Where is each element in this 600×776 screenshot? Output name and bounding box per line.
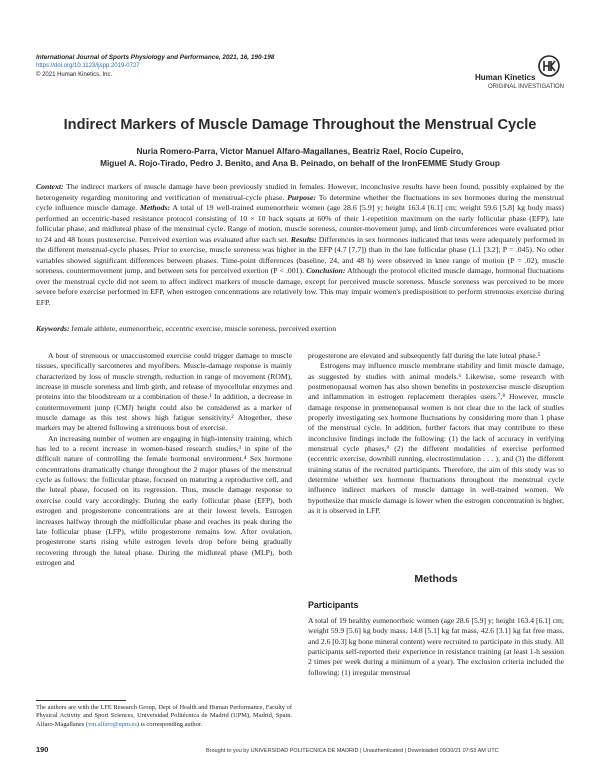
abstract-results: Differences in sex hormones indicated that tests were adequately performed in the different menstrual-cycle phases. Prior to exercise, muscle soreness was higher in the EFP (4.7 [7.7]) than in the late follicular phase (1.1 [3.2]; P = .045). No other variables showed significant differences between phases. Time-point differences (baseline, 24, and 48 h) were observed in knee range of motion (P = .02), muscle soreness, countermovement jump, and between sets for perceived exertion (P < .001).	[36, 234, 564, 276]
abstract-conclusion-label: Conclusion:	[306, 266, 346, 276]
abstract-methods-label: Methods:	[139, 203, 171, 213]
abstract	[36, 182, 564, 309]
intro-paragraph: An increasing number of women are engaging in high-intensity training, which has led to a recent increase in women-based research studies,³ in spite of the difficult nature of controlling the female hormonal environment.⁴ Sex hormone concentrations dramatically change throughout the 2 major phases of the menstrual cycle as follows: the follicular phase, focused on maturing a reproductive cell, and the luteal phase, focused on its regression. Thus, muscle damage response to exercise could vary accordingly. During the early follicular phase (EFP), both estrogen and progesterone concentrations are at their lowest levels. Estrogen increases halfway through the midfollicular phase and reaches its peak during the late follicular phase (LFP), while progesterone remains low. After ovulation, progesterone starts rising while estrogen levels drop before being gradually recovering through the luteal phase. During the midluteal phase (MLP), both estrogen and	[36, 433, 292, 567]
intro-paragraph: A bout of strenuous or unaccustomed exercise could trigger damage to muscle tissues, specifically sarcomeres and myofibers. Muscle-damage response is mainly characterized by loss of muscle strength, reduction in range of movement (ROM), increase in muscle soreness and limb girth, and release of myocellular enzymes and proteins into the bloodstream or a combination of these.¹ In addition, a decrease in countermovement jump (CMJ) height could also be considered as a marker of muscle damage as this test shows high fatigue sensitivity.² Altogether, these markers may be altered following a strenuous bout of exercise.	[36, 351, 292, 433]
abstract-context-label: Context:	[36, 182, 64, 191]
copyright-notice: © 2021 Human Kinetics, Inc.	[36, 72, 113, 78]
abstract-purpose: To determine whether the fluctuations in sex hormones during the menstrual cycle influence muscle damage.	[36, 192, 565, 213]
corresponding-email-link[interactable]: vm.alfaro@upm.es	[88, 720, 137, 728]
participants-paragraph: A total of 19 healthy eumenorrheic women (age 28.6 [5.9] y; height 163.4 [6.1] cm; weight 59.9 [5.6] kg body mass, 14.8 [5.1] kg fat mass, 42.6 [3.1] kg fat free mass, and 2.6 [0.3] kg bone mineral content) were recruited to participate in this study. All participants self-reported their experience in resistance training (at least 1-h session 2 times per week during a minimum of a year). The exclusion criteria included the following: (1) irregular menstrual	[308, 616, 564, 677]
doi-link[interactable]: https://doi.org/10.1123/ijspp.2019-0727	[36, 63, 140, 69]
footnote-divider	[36, 700, 126, 701]
publisher-name: Human Kinetics	[475, 73, 536, 82]
footnote-text-end: ) is corresponding author.	[136, 720, 203, 728]
participants-heading: Participants	[308, 600, 359, 610]
journal-citation: International Journal of Sports Physiology and Performance, 2021, 16, 190-198	[36, 54, 275, 61]
paper-title: Indirect Markers of Muscle Damage Throughout the Menstrual Cycle	[63, 117, 537, 133]
page-number: 190	[36, 745, 49, 754]
intro-paragraph: progesterone are elevated and subsequently fall during the late luteal phase.⁵	[308, 351, 541, 360]
abstract-results-label: Results:	[290, 234, 317, 244]
abstract-conclusion: Although the protocol elicited muscle damage, hormonal fluctuations over the menstrual cycle did not seem to affect indirect markers of muscle damage, except for perceived muscle soreness. Muscle soreness was perceived to be more severe before exercise performed in EFP, when estrogen concentrations are relatively low. This may impair women's predisposition to perform strenuous exercise during EFP.	[36, 266, 564, 308]
footnote-text: The authors are with the LFE Research Group, Dept of Health and Human Performance, Faculty of Physical Activity and Sport Sciences, Universidad Politécnica de Madrid (UPM), Madrid, Spain. Alfaro-Magallanes (	[36, 704, 292, 728]
author-list-line-2: Miguel A. Rojo-Tirado, Pedro J. Benito, and Ana B. Peinado, on behalf of the IronFEMME Study Group	[100, 158, 500, 168]
methods-heading: Methods	[414, 573, 458, 585]
human-kinetics-logo-icon	[538, 55, 560, 77]
participants-section	[308, 616, 564, 678]
download-watermark: Brought to you by UNIVERSIDAD POLITECNICA DE MADRID | Unauthenticated | Downloaded 09/30/21 07:53 AM UTC	[206, 748, 499, 754]
abstract-methods: A total of 19 well-trained eumenorrheic women (age 28.6 [5.9] y; height 163.4 [6.1] cm; weight 59.6 [5.8] kg body mass) performed an eccentric-based resistance protocol consisting of 10 × 10 back squats at 60% of their 1-repetition maximum on the early follicular phase (EFP), late follicular phase, and midluteal phase of the menstrual cycle. Range of motion, muscle soreness, counter-movement jump, and limb circumferences were evaluated prior to 24 and 48 hours postexercise. Perceived exertion was evaluated after each set.	[36, 203, 564, 244]
intro-paragraph: Estrogens may influence muscle membrane stability and limit muscle damage, as suggested by studies with animal models.⁶ Likewise, some research with postmenopausal women has also shown benefits in postexercise muscle disruption and inflammation in estrogen replacement therapies users.⁷,⁸ However, muscle damage response in premenopausal women is not clear due to the lack of studies properly investigating sex hormone fluctuations by considering more than 1 phase of the menstrual cycle. In addition, further factors that may contribute to these inconclusive findings include the following: (1) the lack of accuracy in verifying menstrual cycle phases,⁹ (2) the different modalities of exercise performed (eccentric exercise, downhill running, electrostimulation . . . ), and (3) the different training status of the recruited participants. Therefore, the aim of this study was to determine whether sex hormone fluctuations throughout the menstrual cycle influence indirect markers of muscle damage in well-trained women. We hypothesize that muscle damage is lower when the estrogen concentration is higher, as it is observed in LFP.	[308, 361, 564, 516]
body-column-left	[36, 351, 292, 568]
keywords	[36, 324, 564, 333]
abstract-context: The indirect markers of muscle damage have been previously studied in females. However, inconclusive results have been found, possibly explained by the heterogeneity regarding monitoring and verification of menstrual-cycle phase.	[36, 182, 564, 202]
article-type: ORIGINAL INVESTIGATION	[488, 84, 565, 90]
abstract-purpose-label: Purpose:	[287, 192, 317, 202]
keywords-list: female athlete, eumenorrheic, eccentric exercise, muscle soreness, perceived exertion	[69, 324, 337, 333]
author-list-line-1: Nuria Romero-Parra, Victor Manuel Alfaro-Magallanes, Beatriz Rael, Rocío Cupeiro,	[136, 146, 464, 156]
body-column-right	[308, 351, 564, 517]
author-affiliation-footnote	[36, 704, 292, 729]
keywords-label: Keywords:	[36, 324, 70, 333]
